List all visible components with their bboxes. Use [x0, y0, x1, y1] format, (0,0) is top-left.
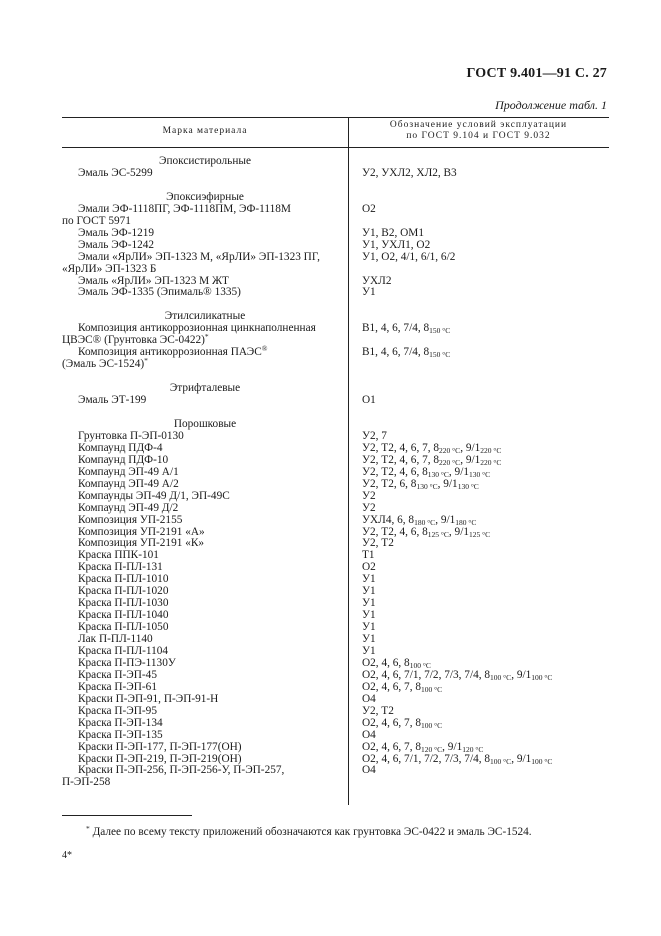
conditions-text: О2, 4, 6, 7, 8: [362, 716, 421, 729]
material-name-text: «ЯрЛИ» ЭП-1323 Б: [62, 262, 157, 275]
column-header-conditions-line: по ГОСТ 9.104 и ГОСТ 9.032: [406, 131, 551, 141]
conditions-value: [362, 239, 430, 251]
material-name-text: Эмали ЭФ-1118ПГ, ЭФ-1118ПМ, ЭФ-1118М: [78, 202, 291, 215]
table-row: [62, 394, 609, 406]
conditions-value: [362, 609, 376, 621]
conditions-value: [362, 693, 376, 705]
conditions-text: УХЛ2: [362, 274, 392, 287]
material-name: [78, 251, 320, 263]
table-row: [62, 286, 609, 298]
table-row: [62, 741, 609, 753]
table-row: [62, 442, 609, 454]
conditions-value: [362, 741, 483, 753]
conditions-text: У2, УХЛ2, ХЛ2, В3: [362, 166, 457, 179]
conditions-value: [362, 621, 376, 633]
temperature-subscript: 150 °С: [429, 350, 451, 360]
table-row: [62, 191, 609, 203]
table-row: [62, 585, 609, 597]
conditions-text: О2: [362, 202, 376, 215]
table-row: [62, 322, 609, 334]
table-row: [62, 203, 609, 215]
temperature-subscript: 100 °С: [421, 720, 443, 730]
material-name-text: Эмаль ЭС-5299: [78, 166, 153, 179]
material-name-text: Краска П-ПЛ-131: [78, 561, 163, 574]
temperature-subscript: 220 °С: [480, 457, 502, 467]
material-name-text: Краска П-ЭП-95: [78, 704, 157, 717]
conditions-value: [362, 585, 376, 597]
material-name-text: Эмаль ЭФ-1219: [78, 226, 155, 239]
conditions-value: [362, 322, 450, 334]
material-name: [78, 645, 168, 657]
material-name-text: Композиция УП-2155: [78, 513, 183, 526]
material-name: [78, 466, 179, 478]
material-name: [78, 717, 163, 729]
material-name: [78, 609, 168, 621]
temperature-subscript: 180 °С: [414, 517, 436, 527]
superscript-mark: *: [204, 332, 209, 342]
footnote-rule: [62, 815, 192, 816]
temperature-subscript: 100 °С: [490, 672, 512, 682]
table-row: [62, 729, 609, 741]
table-row: [62, 776, 609, 788]
conditions-text: , 9/1: [442, 740, 463, 753]
conditions-text: , 9/1: [448, 525, 469, 538]
table-row: [62, 621, 609, 633]
material-name: [78, 322, 316, 334]
column-header-conditions-line: Обозначение условий эксплуатации: [389, 120, 568, 130]
conditions-text: О4: [362, 692, 376, 705]
table-row: [62, 693, 609, 705]
material-name: [78, 741, 242, 753]
conditions-text: У2, Т2, 4, 6, 8: [362, 525, 428, 538]
table-row: [62, 370, 609, 382]
table-continuation-label: Продолжение табл. 1: [495, 98, 607, 112]
conditions-value: [362, 454, 501, 466]
conditions-text: В1, 4, 6, 7/4, 8: [362, 346, 430, 359]
table-row: [62, 705, 609, 717]
temperature-subscript: 130 °С: [427, 469, 449, 479]
table-row: [62, 753, 609, 765]
section-heading: [62, 310, 348, 322]
conditions-text: У1, О2, 4/1, 6/1, 6/2: [362, 250, 456, 263]
table-row: [62, 298, 609, 310]
page-mark: 4*: [62, 850, 72, 861]
material-name-text: Компаунд ЭП-49 А/2: [78, 477, 179, 490]
table-row: [62, 430, 609, 442]
table-row: [62, 155, 609, 167]
conditions-text: О2, 4, 6, 7/1, 7/2, 7/3, 7/4, 8: [362, 752, 491, 765]
conditions-text: О2, 4, 6, 7, 8: [362, 740, 421, 753]
table-row: [62, 526, 609, 538]
material-name-text: Лак П-ПЛ-1140: [78, 633, 153, 645]
material-name: [78, 275, 229, 287]
temperature-subscript: 180 °С: [455, 517, 477, 527]
material-name: [62, 263, 156, 275]
conditions-text: У1: [362, 645, 376, 657]
conditions-text: У2, Т2: [362, 704, 394, 717]
superscript-mark: *: [144, 356, 148, 366]
conditions-text: , 9/1: [435, 513, 456, 526]
table-row: [62, 549, 609, 561]
table-row: [62, 681, 609, 693]
temperature-subscript: 220 °С: [480, 445, 502, 455]
conditions-value: [362, 657, 431, 669]
table-row: [62, 310, 609, 322]
conditions-text: У1: [362, 573, 376, 586]
conditions-value: [362, 167, 457, 179]
conditions-text: , 9/1: [511, 752, 532, 765]
temperature-subscript: 150 °С: [429, 326, 451, 336]
conditions-value: [362, 729, 376, 741]
temperature-subscript: 100 °С: [421, 684, 443, 694]
material-name-text: Краска П-ПЛ-1020: [78, 585, 169, 598]
material-name-text: Краска П-ЭП-45: [78, 668, 157, 681]
conditions-text: О2, 4, 6, 7/1, 7/2, 7/3, 7/4, 8: [362, 668, 491, 681]
material-name-text: Краска П-ПЛ-1040: [78, 609, 169, 622]
conditions-text: , 9/1: [460, 453, 481, 466]
temperature-subscript: 220 °С: [439, 457, 461, 467]
material-name: [78, 657, 176, 669]
conditions-value: [362, 466, 490, 478]
conditions-value: [362, 681, 442, 693]
conditions-value: [362, 764, 376, 776]
conditions-value: [362, 633, 376, 645]
material-name: [78, 490, 230, 502]
temperature-subscript: 125 °С: [427, 529, 449, 539]
conditions-value: [362, 203, 376, 215]
table-row: [62, 179, 609, 191]
material-name: [78, 729, 163, 741]
material-name: [62, 358, 148, 370]
material-name-text: по ГОСТ 5971: [62, 214, 131, 227]
conditions-value: [362, 251, 455, 263]
table-row: [62, 502, 609, 514]
conditions-value: [362, 478, 479, 490]
material-name-text: ЦВЭС® (Грунтовка ЭС-0422): [62, 334, 205, 347]
table-row: [62, 454, 609, 466]
table-row: [62, 263, 609, 275]
conditions-value: [362, 430, 387, 442]
conditions-value: [362, 442, 501, 454]
conditions-text: У1: [362, 585, 376, 598]
table-row: [62, 478, 609, 490]
material-name-text: Краска П-ЭП-134: [78, 716, 163, 729]
footnote-text: Далее по всему тексту приложений обозначаются как грунтовка ЭС-0422 и эмаль ЭС-1524.: [89, 826, 532, 838]
material-name-text: Краска ППК-101: [78, 549, 159, 562]
table-row: [62, 669, 609, 681]
table-row: [62, 573, 609, 585]
material-name-text: (Эмаль ЭС-1524): [62, 358, 145, 371]
table-row: [62, 633, 609, 645]
material-name-text: Эмаль ЭФ-1242: [78, 238, 155, 251]
temperature-subscript: 125 °С: [468, 529, 491, 539]
conditions-text: , 9/1: [460, 441, 481, 454]
material-name: [78, 633, 153, 645]
conditions-value: [362, 753, 552, 765]
table-row: [62, 167, 609, 179]
conditions-value: [362, 514, 476, 526]
conditions-text: УХЛ4, 6, 8: [362, 513, 415, 526]
material-name: [62, 334, 209, 346]
conditions-text: У2, 7: [362, 429, 387, 442]
conditions-text: У1: [362, 609, 376, 622]
table-row: [62, 418, 609, 430]
footnote-mark: *: [86, 824, 90, 833]
column-header-conditions: [348, 120, 609, 142]
conditions-value: [362, 502, 376, 514]
material-name-text: Композиция антикоррозионная ПАЭС: [78, 346, 262, 359]
conditions-text: , 9/1: [437, 477, 458, 490]
table-row: [62, 764, 609, 776]
temperature-subscript: 100 °С: [409, 660, 431, 670]
material-name: [78, 454, 168, 466]
material-name: [78, 227, 154, 239]
material-name-text: Компаунд ПДФ-4: [78, 441, 163, 454]
material-name: [78, 693, 218, 705]
page-header: ГОСТ 9.401—91 С. 27: [466, 66, 607, 81]
material-name-text: Композиция антикоррозионная цинкнаполненная: [78, 322, 316, 335]
material-name-text: Эмаль ЭФ-1335 (Эпималь® 1335): [78, 286, 241, 299]
material-name: [78, 597, 168, 609]
conditions-value: [362, 645, 376, 657]
material-name: [78, 573, 168, 585]
table-row: [62, 215, 609, 227]
material-name-text: Краска П-ПЛ-1030: [78, 597, 169, 610]
conditions-value: [362, 597, 376, 609]
conditions-text: У2: [362, 501, 376, 514]
material-name-text: Эмали «ЯрЛИ» ЭП-1323 М, «ЯрЛИ» ЭП-1323 ПГ,: [78, 250, 320, 263]
temperature-subscript: 130 °С: [468, 469, 491, 479]
conditions-text: У1: [362, 597, 376, 610]
conditions-value: [362, 669, 552, 681]
material-name-text: П-ЭП-258: [62, 776, 111, 789]
conditions-text: О1: [362, 394, 376, 406]
table-row: [62, 406, 609, 418]
conditions-value: [362, 561, 376, 573]
conditions-text: У2, Т2: [362, 537, 394, 550]
material-name-text: Краска П-ЭП-135: [78, 728, 163, 741]
material-name-text: Краски П-ЭП-256, П-ЭП-256-У, П-ЭП-257,: [78, 764, 285, 777]
material-name: [78, 430, 184, 442]
table-row: [62, 645, 609, 657]
column-header-material: Марка материала: [162, 126, 248, 136]
conditions-value: [362, 275, 391, 287]
material-name-text: Краска П-ПЛ-1104: [78, 645, 169, 657]
material-name-text: Компаунды ЭП-49 Д/1, ЭП-49С: [78, 489, 230, 502]
conditions-text: О2: [362, 561, 376, 574]
conditions-value: [362, 227, 424, 239]
temperature-subscript: 220 °С: [439, 445, 461, 455]
temperature-subscript: 130 °С: [416, 481, 438, 491]
table-row: [62, 358, 609, 370]
conditions-value: [362, 526, 490, 538]
material-name: [78, 681, 157, 693]
material-name-text: Этрифталевые: [169, 382, 241, 394]
material-name-text: Краски П-ЭП-91, П-ЭП-91-Н: [78, 692, 219, 705]
material-name: [78, 514, 182, 526]
section-heading: [62, 155, 348, 167]
table-row: [62, 609, 609, 621]
material-name-text: Эпоксиэфирные: [166, 190, 244, 203]
temperature-subscript: 120 °С: [462, 744, 484, 754]
section-heading: [62, 382, 348, 394]
temperature-subscript: 100 °С: [531, 756, 553, 766]
material-name-text: Краска П-ПЛ-1010: [78, 573, 169, 586]
table-row: [62, 334, 609, 346]
conditions-text: О2, 4, 6, 7, 8: [362, 680, 421, 693]
conditions-value: [362, 573, 376, 585]
material-name-text: Эмаль «ЯрЛИ» ЭП-1323 М ЖТ: [78, 274, 229, 287]
material-name: [78, 526, 205, 538]
conditions-text: У1: [362, 621, 376, 633]
conditions-value: [362, 705, 394, 717]
temperature-subscript: 100 °С: [531, 672, 553, 682]
conditions-text: Т1: [362, 549, 375, 562]
material-name: [62, 776, 110, 788]
conditions-text: У2, Т2, 4, 6, 7, 8: [362, 441, 440, 454]
table-row: [62, 514, 609, 526]
material-name-text: Этилсиликатные: [164, 310, 246, 323]
material-name-text: Краска П-ЭП-61: [78, 680, 157, 693]
temperature-subscript: 100 °С: [490, 756, 512, 766]
material-name: [78, 442, 163, 454]
temperature-subscript: 120 °С: [421, 744, 443, 754]
table-top-rule: [62, 117, 609, 118]
material-name-text: Грунтовка П-ЭП-0130: [78, 429, 184, 442]
table-row: [62, 561, 609, 573]
material-name-text: Краска П-ПЭ-1130У: [78, 656, 176, 669]
material-name: [78, 669, 157, 681]
material-name: [78, 346, 267, 358]
table-header-rule: [62, 147, 609, 148]
material-name-text: Компаунд ПДФ-10: [78, 453, 169, 466]
conditions-text: В1, 4, 6, 7/4, 8: [362, 322, 430, 335]
material-name-text: Краска П-ПЛ-1050: [78, 621, 169, 633]
table-row: [62, 227, 609, 239]
material-name-text: Порошковые: [173, 417, 237, 430]
table-row: [62, 597, 609, 609]
material-name-text: Компаунд ЭП-49 Д/2: [78, 501, 179, 514]
material-name-text: Эмаль ЭТ-199: [78, 394, 147, 406]
material-name-text: Эпоксистирольные: [158, 155, 251, 167]
material-name: [78, 537, 204, 549]
conditions-value: [362, 346, 450, 358]
conditions-value: [362, 717, 442, 729]
material-name: [78, 764, 284, 776]
conditions-text: У1, УХЛ1, О2: [362, 238, 431, 251]
table-row: [62, 490, 609, 502]
material-name: [78, 561, 163, 573]
table-row: [62, 275, 609, 287]
material-name-text: Краски П-ЭП-177, П-ЭП-177(ОН): [78, 740, 242, 753]
material-name: [78, 585, 168, 597]
material-name-text: Краски П-ЭП-219, П-ЭП-219(ОН): [78, 752, 242, 765]
table-row: [62, 466, 609, 478]
conditions-text: У2, Т2, 4, 6, 8: [362, 465, 428, 478]
material-name: [78, 502, 178, 514]
footnote: [86, 826, 532, 838]
conditions-text: У2, Т2, 6, 8: [362, 477, 417, 490]
material-name: [78, 167, 153, 179]
conditions-text: О4: [362, 728, 376, 741]
conditions-value: [362, 286, 376, 298]
conditions-text: У1, В2, ОМ1: [362, 226, 424, 239]
conditions-value: [362, 549, 375, 561]
material-name: [78, 549, 159, 561]
conditions-text: О4: [362, 764, 376, 777]
conditions-text: , 9/1: [511, 668, 532, 681]
table-row: [62, 657, 609, 669]
table-row: [62, 239, 609, 251]
conditions-value: [362, 394, 376, 406]
conditions-text: , 9/1: [448, 465, 469, 478]
section-heading: [62, 191, 348, 203]
conditions-text: У2: [362, 489, 376, 502]
material-name-text: Композиция УП-2191 «К»: [78, 537, 205, 550]
material-name-text: Композиция УП-2191 «А»: [78, 525, 205, 538]
material-name: [62, 215, 131, 227]
table-row: [62, 537, 609, 549]
material-name: [78, 286, 241, 298]
material-name: [78, 203, 291, 215]
superscript-mark: ®: [261, 344, 268, 354]
table-row: [62, 717, 609, 729]
table-row: [62, 382, 609, 394]
material-name: [78, 394, 146, 406]
table-row: [62, 251, 609, 263]
conditions-value: [362, 490, 376, 502]
section-heading: [62, 418, 348, 430]
material-name: [78, 753, 242, 765]
conditions-text: У1: [362, 286, 376, 299]
conditions-value: [362, 537, 394, 549]
material-name: [78, 478, 179, 490]
temperature-subscript: 130 °С: [457, 481, 479, 491]
conditions-text: У2, Т2, 4, 6, 7, 8: [362, 453, 440, 466]
material-name: [78, 621, 168, 633]
material-name: [78, 705, 157, 717]
material-name-text: Компаунд ЭП-49 А/1: [78, 465, 179, 478]
conditions-text: У1: [362, 633, 376, 645]
conditions-text: О2, 4, 6, 8: [362, 656, 410, 669]
material-name: [78, 239, 154, 251]
